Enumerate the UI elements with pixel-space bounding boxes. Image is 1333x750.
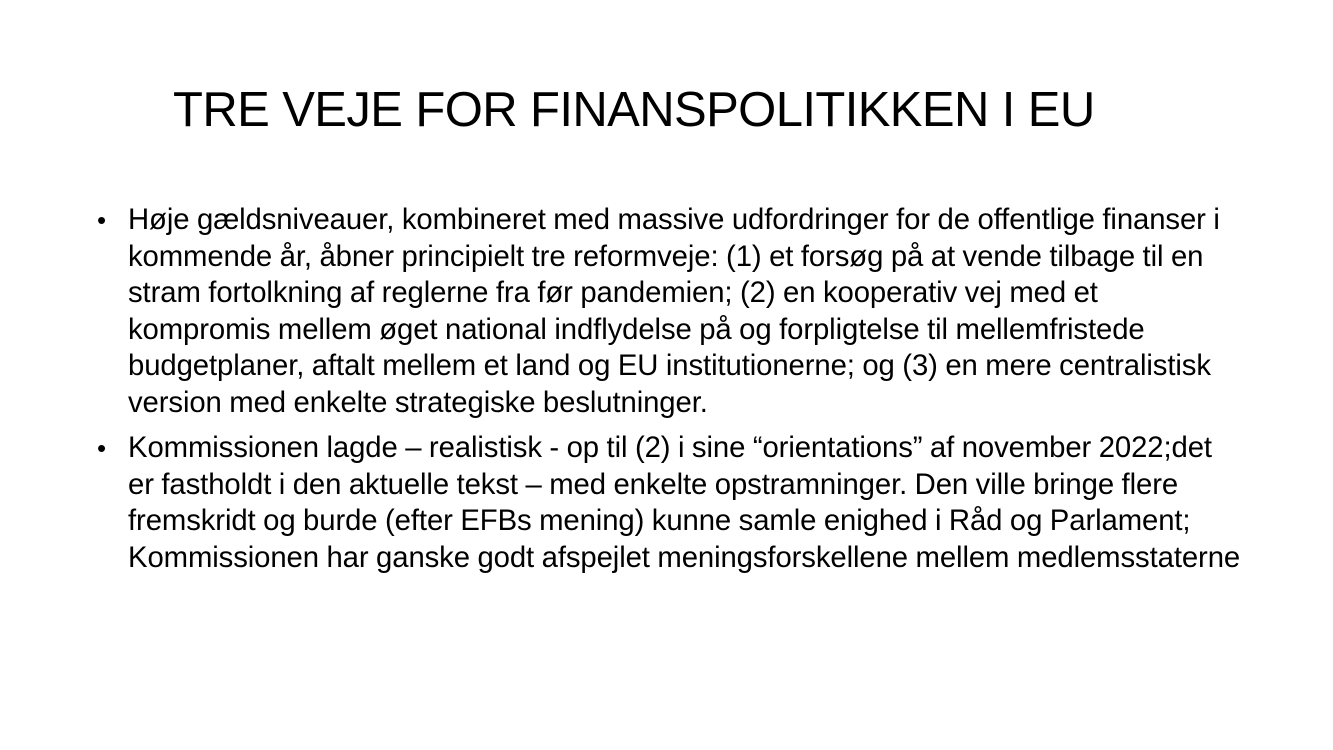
bullet-list (95, 202, 1245, 585)
slide-title: TRE VEJE FOR FINANSPOLITIKKEN I EU (173, 83, 1095, 137)
bullet-item-2 (95, 430, 1245, 576)
bullet-item-1 (95, 202, 1245, 421)
bullet-text: Høje gældsniveauer, kombineret med massive udfordringer for de offentlige finanser i kommende år, åbner principielt tre reformveje: (1) et forsøg på at vende tilbage til en stram fortolkning af reglerne fra før pandemien; (2) en kooperativ vej med et kompromis mellem øget national indflydelse på og forpligtelse til mellemfristede budgetplaner, aftalt mellem et land og EU institutionerne; og (3) en mere centralistisk version med enkelte strategiske beslutninger. (128, 203, 1220, 419)
bullet-dot-icon: • (97, 433, 107, 463)
bullet-text: Kommissionen lagde – realistisk - op til (2) i sine “orientations” af november 2022;det er fastholdt i den aktuelle tekst – med enkelte opstramninger. Den ville bringe flere fremskridt og burde (efter EFBs mening) kunne samle enighed i Råd og Parlament; Kommissionen har ganske godt afspejlet meningsforskellene mellem medlemsstaterne (128, 431, 1241, 574)
bullet-dot-icon: • (97, 205, 107, 235)
